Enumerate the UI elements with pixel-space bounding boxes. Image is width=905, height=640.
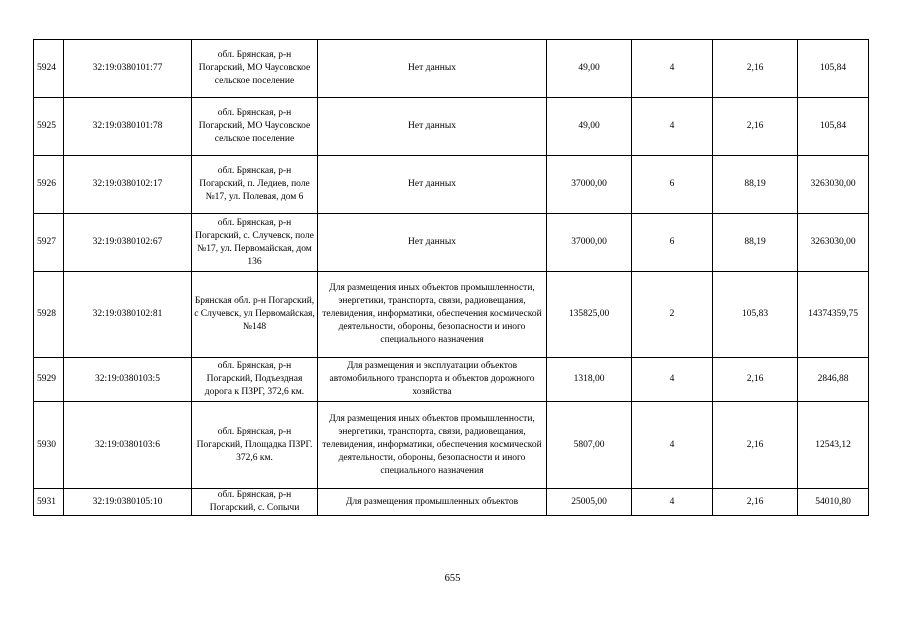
- value-cell: 12543,12: [798, 402, 869, 489]
- cadastral-number-cell: 32:19:0380103:6: [64, 402, 192, 489]
- group-cell: 4: [632, 489, 713, 516]
- area-cell: 49,00: [547, 98, 632, 156]
- area-cell: 37000,00: [547, 156, 632, 214]
- page-number: 655: [444, 573, 461, 584]
- address-cell: обл. Брянская, р-н Погарский, МО Чаусовское сельское поселение: [192, 40, 318, 98]
- address-text: обл. Брянская, р-н Погарский, с. Сопычи: [209, 490, 300, 513]
- address-cell: обл. Брянская, р-н Погарский, п. Ледиев, поле №17, ул. Полевая, дом 6: [192, 156, 318, 214]
- rate-cell: 2,16: [713, 358, 798, 402]
- table-row: [34, 98, 869, 156]
- table-row: [34, 358, 869, 402]
- row-number-cell: 5928: [34, 272, 64, 358]
- permitted-use-cell: Для размещения иных объектов промышленности, энергетики, транспорта, связи, радиовещания, телевидения, информатики, обеспечения космической деятельности, обороны, безопасности и иного специального назначения: [318, 402, 547, 489]
- group-cell: 4: [632, 358, 713, 402]
- land-valuation-table: [33, 39, 869, 516]
- value-cell: 3263030,00: [798, 156, 869, 214]
- permitted-use-cell: Нет данных: [318, 214, 547, 272]
- table-row: [34, 402, 869, 489]
- rate-cell: 2,16: [713, 489, 798, 516]
- address-cell: обл. Брянская, р-н Погарский, МО Чаусовское сельское поселение: [192, 98, 318, 156]
- group-cell: 4: [632, 98, 713, 156]
- group-cell: 6: [632, 156, 713, 214]
- group-cell: 2: [632, 272, 713, 358]
- row-number-cell: 5930: [34, 402, 64, 489]
- row-number-cell: 5925: [34, 98, 64, 156]
- group-cell: 6: [632, 214, 713, 272]
- value-cell: 14374359,75: [798, 272, 869, 358]
- group-cell: 4: [632, 402, 713, 489]
- value-cell: 3263030,00: [798, 214, 869, 272]
- row-number-cell: 5931: [34, 489, 64, 516]
- value-cell: 2846,88: [798, 358, 869, 402]
- rate-cell: 2,16: [713, 98, 798, 156]
- area-cell: 1318,00: [547, 358, 632, 402]
- value-cell: 54010,80: [798, 489, 869, 516]
- table-row: [34, 156, 869, 214]
- rate-cell: 105,83: [713, 272, 798, 358]
- rate-cell: 2,16: [713, 402, 798, 489]
- cadastral-number-cell: 32:19:0380102:81: [64, 272, 192, 358]
- permitted-use-cell: Нет данных: [318, 40, 547, 98]
- cadastral-number-cell: 32:19:0380105:10: [64, 489, 192, 516]
- table-row: [34, 272, 869, 358]
- value-cell: 105,84: [798, 98, 869, 156]
- area-cell: 25005,00: [547, 489, 632, 516]
- table-row: [34, 40, 869, 98]
- address-cell: Брянская обл. р-н Погарский, с Случевск, ул Первомайская, №148: [192, 272, 318, 358]
- cadastral-number-cell: 32:19:0380103:5: [64, 358, 192, 402]
- permitted-use-cell: Для размещения и эксплуатации объектов автомобильного транспорта и объектов дорожного хозяйства: [318, 358, 547, 402]
- cadastral-number-cell: 32:19:0380102:17: [64, 156, 192, 214]
- group-cell: 4: [632, 40, 713, 98]
- row-number-cell: 5924: [34, 40, 64, 98]
- address-cell: [192, 489, 318, 516]
- rate-cell: 88,19: [713, 156, 798, 214]
- area-cell: 5807,00: [547, 402, 632, 489]
- cadastral-number-cell: 32:19:0380102:67: [64, 214, 192, 272]
- table-row: [34, 489, 869, 516]
- area-cell: 135825,00: [547, 272, 632, 358]
- address-cell: обл. Брянская, р-н Погарский, Подъездная дорога к ПЗРГ, 372,6 км.: [192, 358, 318, 402]
- value-cell: 105,84: [798, 40, 869, 98]
- row-number-cell: 5929: [34, 358, 64, 402]
- table-row: [34, 214, 869, 272]
- row-number-cell: 5927: [34, 214, 64, 272]
- address-cell: обл. Брянская, р-н Погарский, Площадка ПЗРГ. 372,6 км.: [192, 402, 318, 489]
- rate-cell: 88,19: [713, 214, 798, 272]
- cadastral-number-cell: 32:19:0380101:78: [64, 98, 192, 156]
- address-cell: обл. Брянская, р-н Погарский, с. Случевск, поле №17, ул. Первомайская, дом 136: [192, 214, 318, 272]
- area-cell: 49,00: [547, 40, 632, 98]
- permitted-use-cell: Нет данных: [318, 156, 547, 214]
- permitted-use-cell: Для размещения иных объектов промышленности, энергетики, транспорта, связи, радиовещания, телевидения, информатики, обеспечения космической деятельности, обороны, безопасности и иного специального назначения: [318, 272, 547, 358]
- area-cell: 37000,00: [547, 214, 632, 272]
- permitted-use-cell: Нет данных: [318, 98, 547, 156]
- permitted-use-cell: Для размещения промышленных объектов: [318, 489, 547, 516]
- rate-cell: 2,16: [713, 40, 798, 98]
- row-number-cell: 5926: [34, 156, 64, 214]
- cadastral-number-cell: 32:19:0380101:77: [64, 40, 192, 98]
